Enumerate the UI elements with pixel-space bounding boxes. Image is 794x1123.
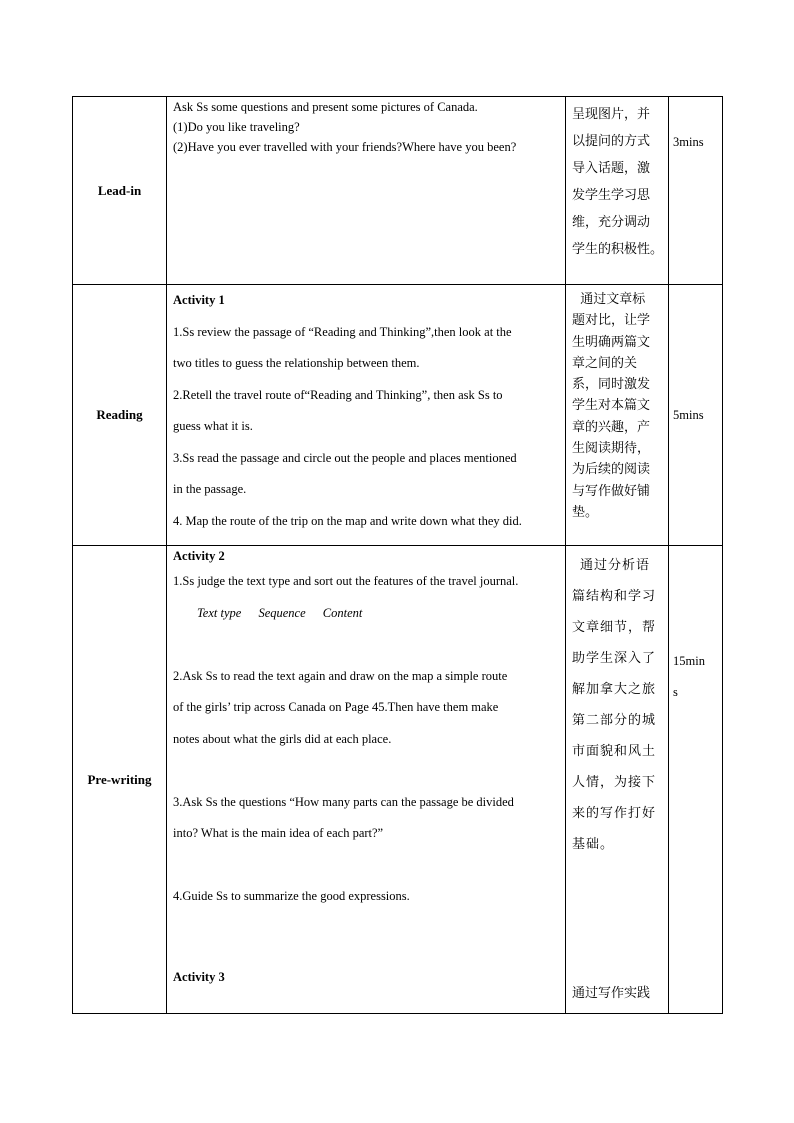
content-line: (1)Do you like traveling?: [173, 120, 300, 134]
note-line: 发学生学习思: [572, 188, 651, 203]
note-pre-writing: [566, 546, 669, 1014]
lesson-plan-table: [72, 96, 723, 1014]
note-line: 市面貌和风土: [572, 744, 657, 759]
content-line: guess what it is.: [173, 419, 253, 433]
content-line: 4. Map the route of the trip on the map and write down what they did.: [173, 513, 522, 528]
note-line: 系，同时激发: [572, 377, 651, 393]
content-line: notes about what the girls did at each place.: [173, 731, 392, 746]
note-reading: [566, 285, 669, 546]
stage-reading: Reading: [73, 285, 167, 546]
activity-title: Activity 3: [173, 970, 225, 984]
activity-title: Activity 2: [173, 549, 225, 563]
note-line: 基础。: [572, 837, 615, 852]
content-line: 1.Ss review the passage of “Reading and Thinking”,then look at the: [173, 324, 512, 339]
row-pre-writing: [73, 546, 723, 1014]
content-pre-writing: [167, 546, 566, 1014]
content-line: into? What is the main idea of each part?”: [173, 826, 384, 840]
note-line: 解加拿大之旅: [572, 682, 657, 697]
text-type-item: Text type: [197, 605, 242, 620]
note-lead-in: [566, 97, 669, 285]
note-line: 通过文章标: [572, 292, 646, 307]
row-lead-in: [73, 97, 723, 285]
content-line: 1.Ss judge the text type and sort out the features of the travel journal.: [173, 574, 519, 588]
note-line: 呈现图片，并: [572, 107, 651, 122]
note-line: 生明确两篇文: [572, 334, 651, 350]
time-reading: [669, 285, 723, 546]
stage-lead-in: Lead-in: [73, 97, 167, 285]
content-line: in the passage.: [173, 482, 247, 496]
note-line: 人情，为接下: [572, 775, 657, 790]
content-lead-in: [167, 97, 566, 285]
content-line: 4.Guide Ss to summarize the good expressions.: [173, 889, 410, 903]
time-value: 5mins: [673, 407, 704, 422]
time-value: s: [673, 685, 678, 699]
content-line: 2.Retell the travel route of“Reading and Thinking”, then ask Ss to: [173, 387, 503, 402]
note-line: 导入话题，激: [572, 161, 651, 176]
content-reading: [167, 285, 566, 546]
note-line: 章之间的关: [572, 355, 638, 371]
note-line: 来的写作打好: [572, 806, 657, 821]
time-value: 3mins: [673, 135, 704, 149]
time-pre-writing: [669, 546, 723, 1014]
note-line: 生阅读期待，: [572, 441, 651, 457]
note-line: 学生的积极性。: [572, 242, 664, 257]
content-line: 2.Ask Ss to read the text again and draw on the map a simple route: [173, 668, 508, 683]
note-line: 助学生深入了: [572, 651, 657, 666]
text-type-item: Content: [322, 605, 363, 620]
note-line: 题对比，让学: [572, 313, 651, 329]
note-line: 通过写作实践: [572, 986, 651, 1001]
text-type-item: Sequence: [258, 605, 306, 620]
note-line: 学生对本篇文: [572, 398, 651, 414]
content-line: two titles to guess the relationship between them.: [173, 356, 420, 370]
stage-pre-writing: Pre-writing: [73, 546, 167, 1014]
content-line: Ask Ss some questions and present some pictures of Canada.: [173, 100, 478, 114]
activity-title: Activity 1: [173, 293, 225, 307]
note-line: 为后续的阅读: [572, 462, 651, 478]
time-value: 15min: [673, 654, 705, 668]
row-reading: [73, 285, 723, 546]
note-line: 章的兴趣，产: [572, 419, 651, 435]
note-line: 与写作做好铺: [572, 483, 651, 499]
content-line: of the girls’ trip across Canada on Page 45.Then have them make: [173, 700, 499, 714]
note-line: 垫。: [572, 504, 599, 520]
content-line: (2)Have you ever travelled with your friends?Where have you been?: [173, 140, 517, 154]
time-lead-in: [669, 97, 723, 285]
note-line: 以提问的方式: [572, 134, 651, 149]
content-line: 3.Ask Ss the questions “How many parts can the passage be divided: [173, 794, 514, 809]
note-line: 通过分析语: [580, 558, 651, 573]
content-line: 3.Ss read the passage and circle out the people and places mentioned: [173, 450, 517, 465]
note-line: 维，充分调动: [572, 215, 651, 230]
note-line: 第二部分的城: [572, 713, 657, 728]
text-type-list: [173, 598, 559, 630]
note-line: 篇结构和学习: [572, 589, 657, 604]
note-line: 文章细节，帮: [572, 620, 657, 635]
